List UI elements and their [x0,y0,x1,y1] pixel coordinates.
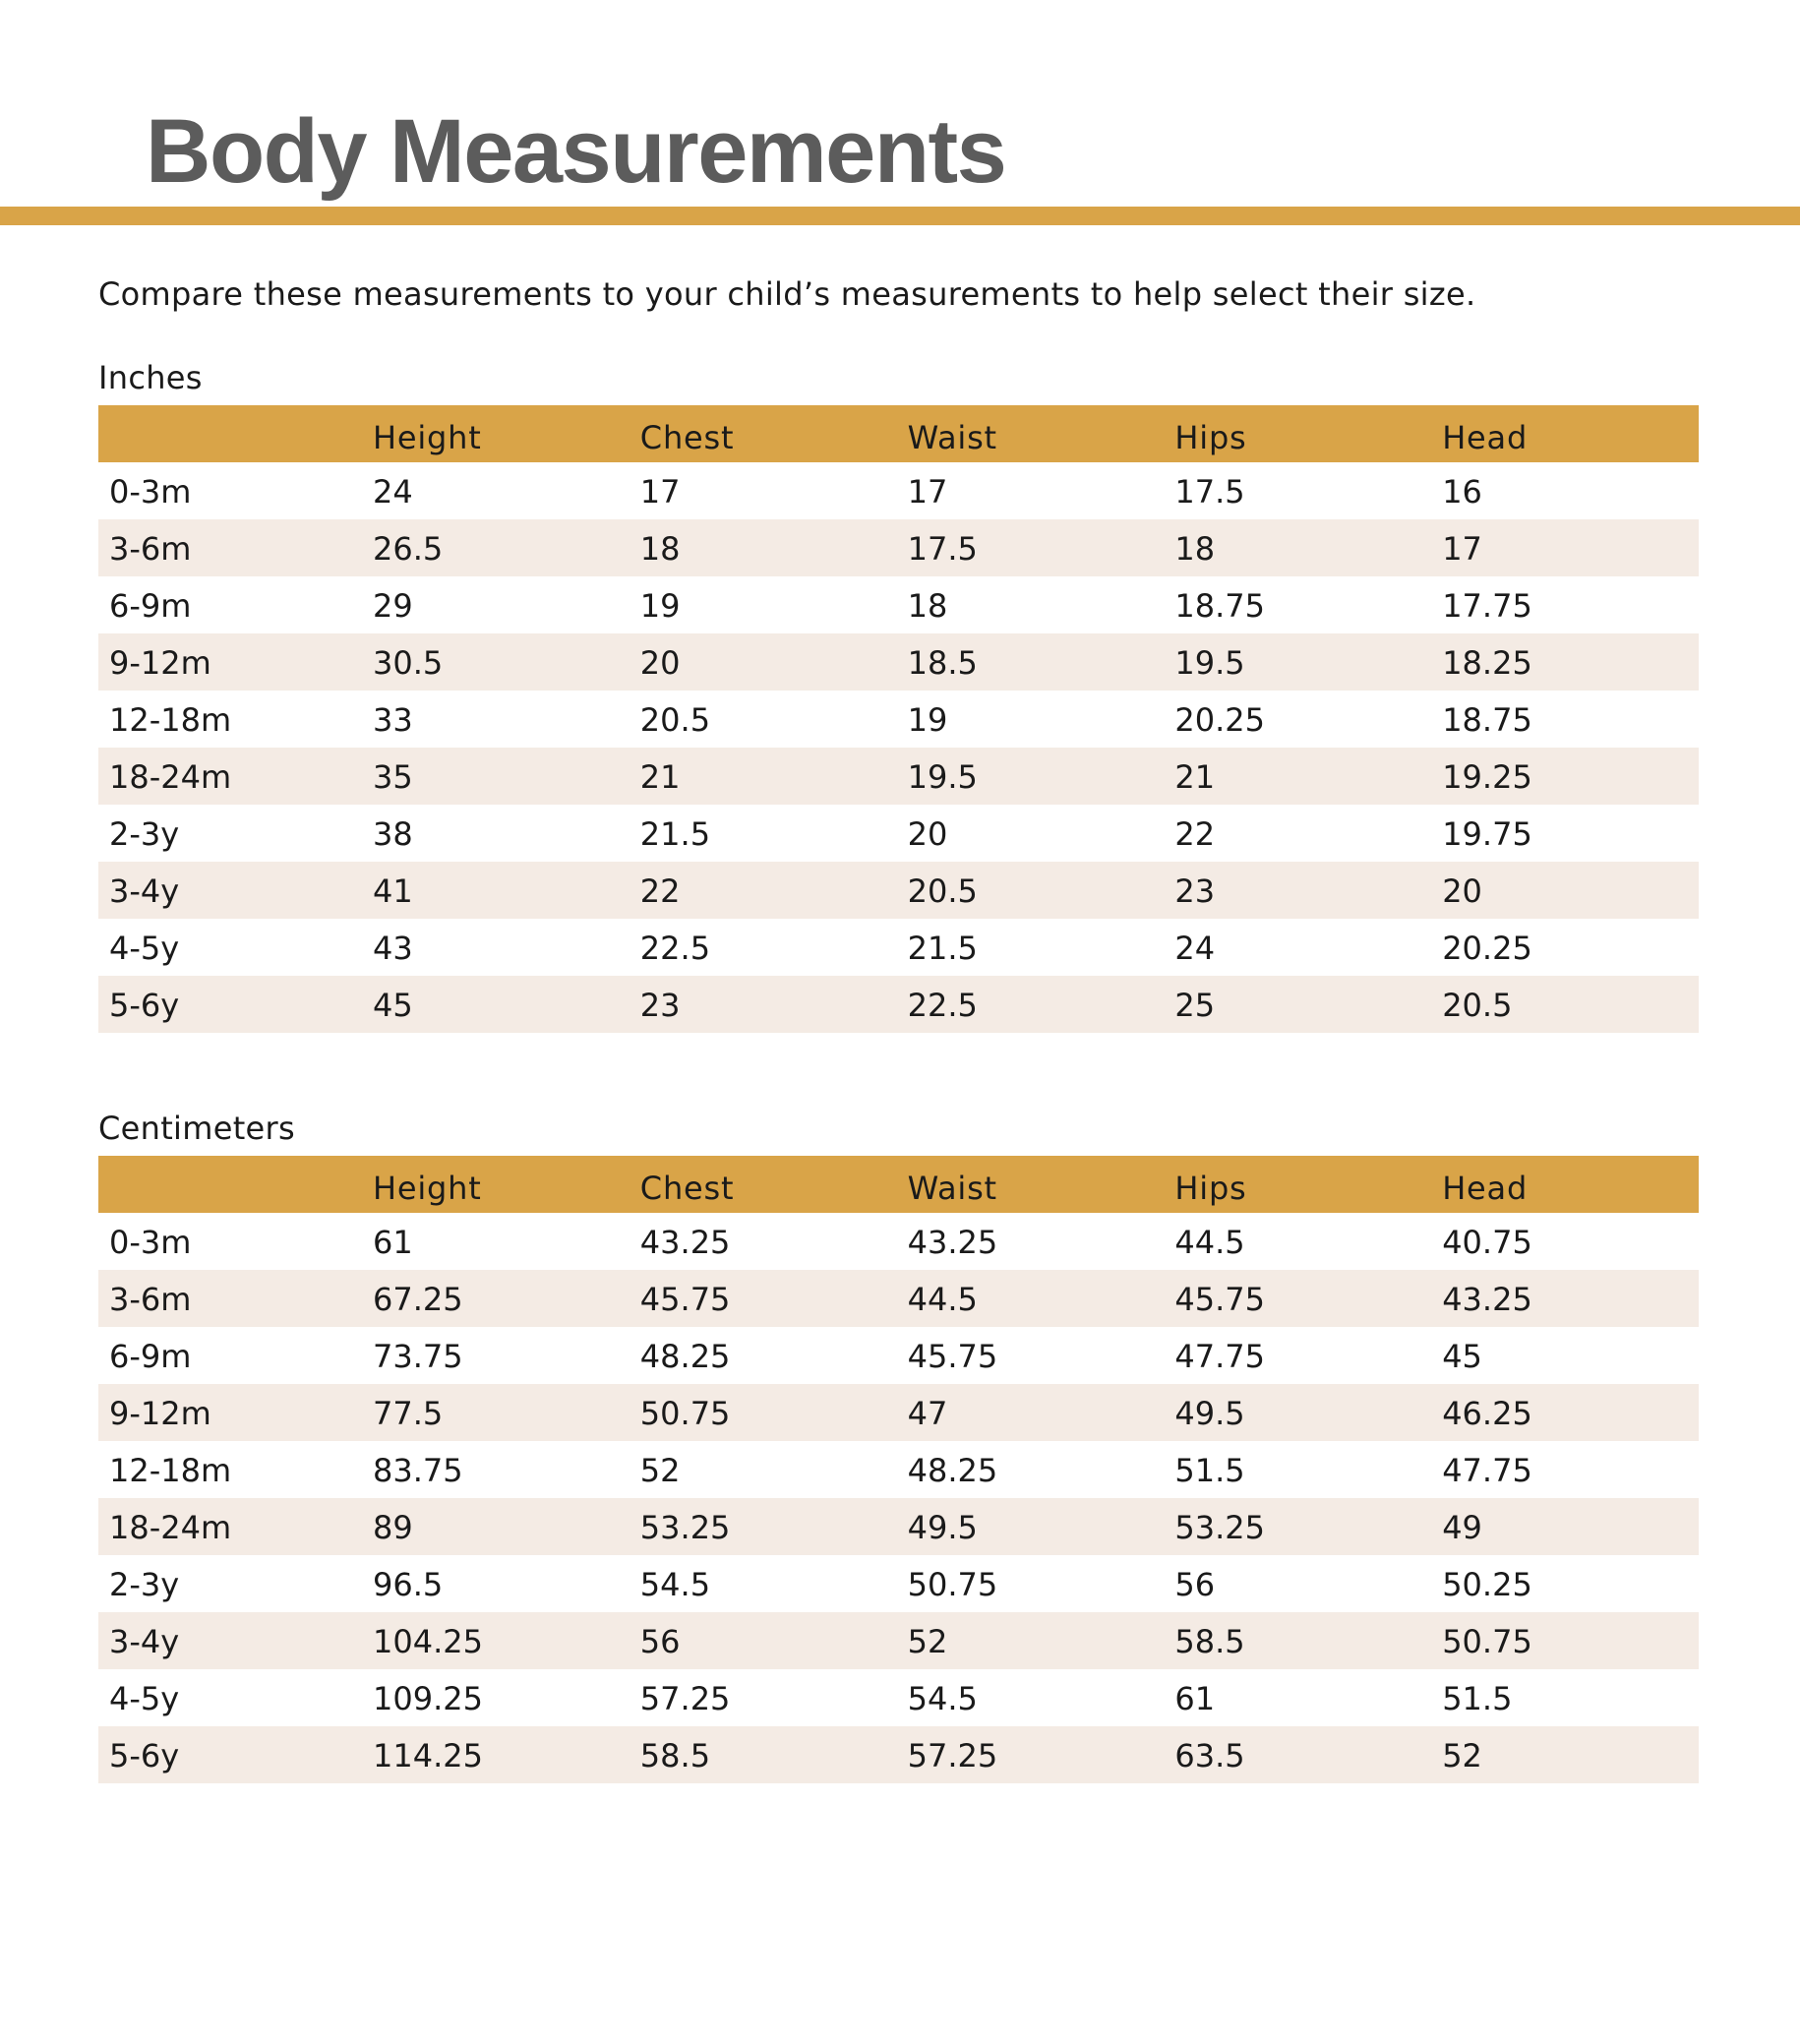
centimeters-section-label: Centimeters [98,1110,295,1147]
column-header: Waist [907,1170,997,1207]
measurement-cell: 58.5 [639,1737,711,1774]
table-row [98,1441,1699,1498]
measurement-cell: 67.25 [373,1281,463,1318]
measurement-cell: 19.5 [1174,644,1245,682]
measurement-cell: 45.75 [639,1281,731,1318]
measurement-cell: 18 [907,587,948,625]
measurement-cell: 63.5 [1174,1737,1245,1774]
measurement-cell: 43 [373,930,413,967]
table-row [98,976,1699,1033]
size-label: 6-9m [109,1338,192,1375]
measurement-cell: 22 [639,872,681,910]
size-label: 2-3y [109,815,180,853]
inches-table [98,405,1699,1033]
measurement-cell: 44.5 [907,1281,978,1318]
measurement-cell: 49.5 [1174,1395,1245,1432]
measurement-cell: 83.75 [373,1452,463,1489]
measurement-cell: 40.75 [1442,1224,1532,1261]
measurement-cell: 43.25 [639,1224,731,1261]
measurement-cell: 43.25 [1442,1281,1532,1318]
table-header-row [98,1156,1699,1213]
measurement-cell: 23 [1174,872,1216,910]
measurement-cell: 18.25 [1442,644,1532,682]
measurement-cell: 45 [373,987,413,1024]
intro-text: Compare these measurements to your child’s measurements to help select their size. [98,275,1476,313]
size-label: 12-18m [109,1452,232,1489]
measurement-cell: 56 [1174,1566,1216,1603]
measurement-cell: 53.25 [1174,1509,1265,1546]
column-header: Height [373,419,482,456]
measurement-cell: 104.25 [373,1623,483,1660]
measurement-cell: 49 [1442,1509,1482,1546]
page-title: Body Measurements [146,101,1006,202]
measurement-cell: 45.75 [1174,1281,1265,1318]
measurement-cell: 25 [1174,987,1216,1024]
table-row [98,748,1699,805]
size-label: 3-4y [109,1623,180,1660]
size-label: 3-6m [109,1281,192,1318]
measurement-cell: 22.5 [907,987,978,1024]
measurement-cell: 50.75 [907,1566,998,1603]
measurement-cell: 46.25 [1442,1395,1532,1432]
measurement-cell: 30.5 [373,644,444,682]
measurement-cell: 38 [373,815,413,853]
measurement-cell: 18.75 [1442,701,1532,739]
table-row [98,576,1699,633]
measurement-cell: 20.5 [1442,987,1513,1024]
measurement-cell: 77.5 [373,1395,444,1432]
column-header: Chest [639,419,735,456]
measurement-cell: 41 [373,872,413,910]
measurement-cell: 22 [1174,815,1216,853]
size-label: 3-6m [109,530,192,568]
table-row [98,1669,1699,1726]
measurement-cell: 20.25 [1442,930,1532,967]
measurement-cell: 50.25 [1442,1566,1532,1603]
table-header-row [98,405,1699,462]
table-row [98,1384,1699,1441]
table-row [98,1555,1699,1612]
measurement-cell: 17.75 [1442,587,1532,625]
size-label: 18-24m [109,758,232,796]
column-header: Hips [1174,419,1247,456]
measurement-cell: 50.75 [639,1395,731,1432]
measurement-cell: 89 [373,1509,413,1546]
size-label: 6-9m [109,587,192,625]
measurement-cell: 17.5 [1174,473,1245,511]
measurement-cell: 45.75 [907,1338,998,1375]
measurement-cell: 22.5 [639,930,711,967]
measurement-cell: 51.5 [1442,1680,1513,1717]
measurement-cell: 52 [907,1623,948,1660]
measurement-cell: 51.5 [1174,1452,1245,1489]
measurement-cell: 19.5 [907,758,978,796]
measurement-cell: 23 [639,987,681,1024]
size-label: 5-6y [109,987,180,1024]
measurement-cell: 52 [639,1452,681,1489]
measurement-cell: 18.5 [907,644,978,682]
size-column-header [98,430,362,438]
size-label: 0-3m [109,473,192,511]
table-row [98,919,1699,976]
size-label: 3-4y [109,872,180,910]
measurement-cell: 20.25 [1174,701,1265,739]
measurement-cell: 57.25 [907,1737,998,1774]
column-header: Chest [639,1170,735,1207]
measurement-cell: 24 [373,473,413,511]
centimeters-table [98,1156,1699,1783]
size-label: 5-6y [109,1737,180,1774]
table-row [98,1726,1699,1783]
measurement-cell: 18.75 [1174,587,1265,625]
table-row [98,1327,1699,1384]
size-label: 4-5y [109,1680,180,1717]
column-header: Waist [907,419,997,456]
measurement-cell: 17 [1442,530,1482,568]
measurement-cell: 29 [373,587,413,625]
measurement-cell: 73.75 [373,1338,463,1375]
measurement-cell: 17.5 [907,530,978,568]
table-row [98,1270,1699,1327]
measurement-cell: 33 [373,701,413,739]
table-row [98,1213,1699,1270]
measurement-cell: 56 [639,1623,681,1660]
measurement-cell: 61 [1174,1680,1216,1717]
measurement-cell: 57.25 [639,1680,731,1717]
measurement-cell: 24 [1174,930,1216,967]
measurement-cell: 21.5 [639,815,711,853]
measurement-cell: 96.5 [373,1566,444,1603]
column-header: Height [373,1170,482,1207]
measurement-cell: 47 [907,1395,948,1432]
table-row [98,1612,1699,1669]
measurement-cell: 20.5 [639,701,711,739]
measurement-cell: 17 [907,473,948,511]
measurement-cell: 20.5 [907,872,978,910]
measurement-cell: 54.5 [639,1566,711,1603]
measurement-cell: 17 [639,473,681,511]
measurement-cell: 109.25 [373,1680,483,1717]
measurement-cell: 18 [639,530,681,568]
table-row [98,691,1699,748]
measurement-cell: 19.25 [1442,758,1532,796]
column-header: Head [1442,419,1529,456]
measurement-cell: 19 [907,701,948,739]
table-row [98,862,1699,919]
size-label: 9-12m [109,644,211,682]
measurement-cell: 20 [907,815,948,853]
measurement-cell: 20 [639,644,681,682]
measurement-cell: 45 [1442,1338,1482,1375]
measurement-cell: 16 [1442,473,1482,511]
size-label: 4-5y [109,930,180,967]
measurement-cell: 43.25 [907,1224,998,1261]
table-row [98,805,1699,862]
measurement-cell: 21 [639,758,681,796]
measurement-cell: 54.5 [907,1680,978,1717]
size-label: 2-3y [109,1566,180,1603]
measurement-cell: 19 [639,587,681,625]
measurement-cell: 58.5 [1174,1623,1245,1660]
measurement-cell: 53.25 [639,1509,731,1546]
measurement-cell: 49.5 [907,1509,978,1546]
measurement-cell: 21 [1174,758,1216,796]
measurement-cell: 47.75 [1442,1452,1532,1489]
measurement-cell: 20 [1442,872,1482,910]
measurement-cell: 61 [373,1224,413,1261]
size-label: 18-24m [109,1509,232,1546]
measurement-cell: 52 [1442,1737,1482,1774]
inches-section-label: Inches [98,359,203,396]
measurement-cell: 48.25 [907,1452,998,1489]
title-divider [0,207,1800,225]
size-label: 9-12m [109,1395,211,1432]
column-header: Head [1442,1170,1529,1207]
table-row [98,462,1699,519]
size-column-header [98,1180,362,1188]
measurement-cell: 114.25 [373,1737,483,1774]
measurement-cell: 35 [373,758,413,796]
measurement-cell: 47.75 [1174,1338,1265,1375]
measurement-cell: 44.5 [1174,1224,1245,1261]
column-header: Hips [1174,1170,1247,1207]
measurement-cell: 21.5 [907,930,978,967]
table-row [98,633,1699,691]
size-label: 0-3m [109,1224,192,1261]
measurement-cell: 26.5 [373,530,444,568]
size-label: 12-18m [109,701,232,739]
measurement-cell: 19.75 [1442,815,1532,853]
measurement-cell: 18 [1174,530,1216,568]
table-row [98,519,1699,576]
table-row [98,1498,1699,1555]
measurement-cell: 48.25 [639,1338,731,1375]
measurement-cell: 50.75 [1442,1623,1532,1660]
